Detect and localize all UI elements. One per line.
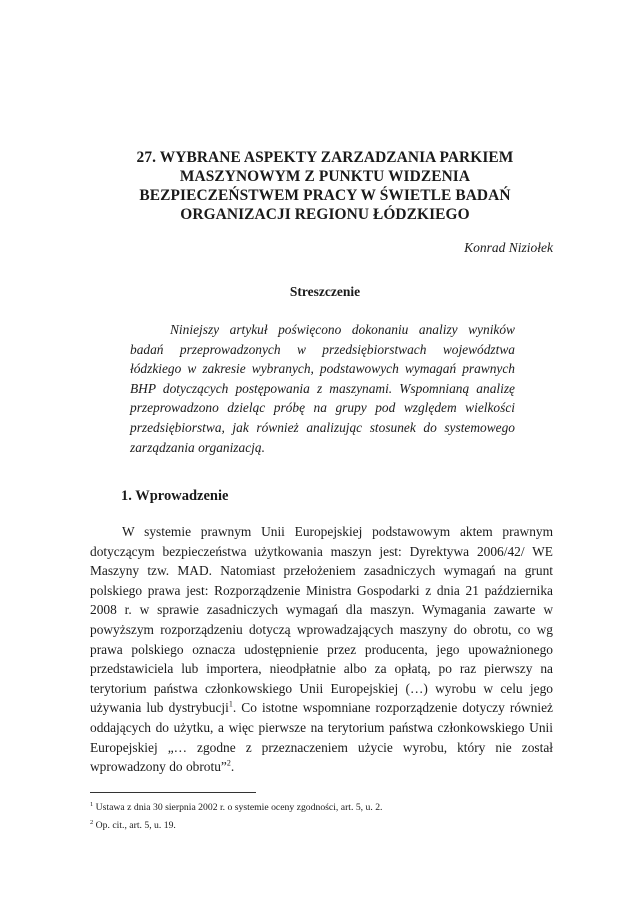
body-paragraph xyxy=(90,522,553,777)
title-line: 27. WYBRANE ASPEKTY ZARZADZANIA PARKIEM xyxy=(136,149,514,166)
footnote-ref[interactable]: 1 xyxy=(228,699,233,709)
chapter-title xyxy=(100,148,550,224)
title-line: MASZYNOWYM Z PUNKTU WIDZENIA xyxy=(179,168,471,185)
footnote-text: Op. cit., art. 5, u. 19. xyxy=(93,820,176,832)
footnotes xyxy=(90,797,553,833)
paragraph-text: W systemie prawnym Unii Europejskiej podstawowym aktem prawnym dotyczącym bezpieczeństwa użytkowania maszyn jest: Dyrektywa 2006/42/ WE Maszyny tzw. MAD. Natomiast przełożeniem zasadniczych wymagań na grunt polskiego prawa jest: Rozporządzenie Ministra Gospodarki z dnia 21 października 2008 r. w sprawie zasadniczych wymagań dla maszyn. Wymagania zawarte w powyższym rozporządzeniu dotyczą wprowadzających maszyny do obrotu, co wg prawa polskiego oznacza udostępnienie przez producenta, jego upoważnionego przedstawiciela lub importera, nieodpłatnie albo za opłatą, po raz pierwszy na terytorium państwa członkowskiego Unii Europejskiej (…) wyrobu w celu jego używania lub dystrybucji xyxy=(90,524,553,716)
footnote-divider xyxy=(90,792,256,793)
paragraph-text: . Co istotne wspomniane rozporządzenie dotyczy również oddających do użytku, a więc pierwsze na terytorium państwa członkowskiego Unii Europejskiej „… zgodne z przeznaczeniem użycie wyrobu, który nie został wprowadzony do obrotu” xyxy=(90,700,553,775)
footnote-text: Ustawa z dnia 30 sierpnia 2002 r. o systemie oceny zgodności, art. 5, u. 2. xyxy=(93,802,383,814)
footnote xyxy=(90,797,553,815)
section-heading: 1. Wprowadzenie xyxy=(121,488,229,504)
footnote xyxy=(90,815,553,833)
footnote-mark: 2 xyxy=(90,819,94,827)
title-line: BEZPIECZEŃSTWEM PRACY W ŚWIETLE BADAŃ xyxy=(139,187,511,204)
abstract-heading: Streszczenie xyxy=(289,284,361,299)
title-line: ORGANIZACJI REGIONU ŁÓDZKIEGO xyxy=(180,206,470,223)
footnote-mark: 1 xyxy=(90,801,94,808)
abstract-text: Niniejszy artykuł poświęcono dokonaniu analizy wyników badań przeprowadzonych w przedsiębiorstwach województwa łódzkiego w zakresie wybranych, podstawowych wymagań prawnych BHP dotyczących postępowania z maszynami. Wspomnianą analizę przeprowadzono dzieląc próbę na grupy pod względem wielkości przedsiębiorstwa, jak również analizując stosunek do systemowego zarządzania organizacją. xyxy=(130,322,515,455)
paragraph-text: . xyxy=(230,759,235,775)
footnote-ref[interactable]: 2 xyxy=(226,758,231,768)
author-name: Konrad Niziołek xyxy=(464,240,553,255)
